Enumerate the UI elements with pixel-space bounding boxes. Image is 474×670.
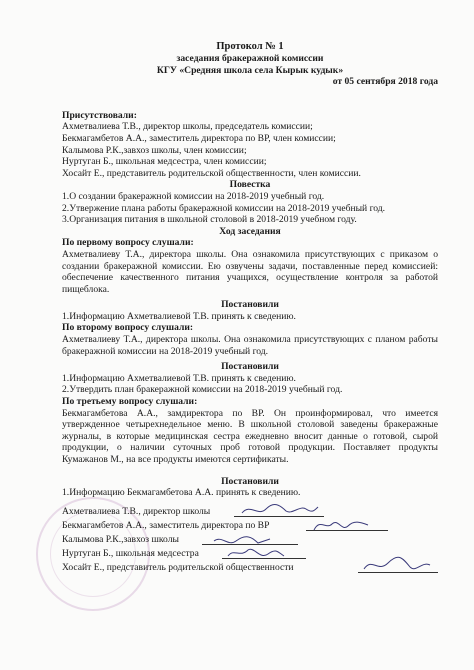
present-member: Хосайт Е., представитель родительской общественности, член комиссии. — [62, 167, 361, 179]
question-3-text: Бекмагамбетова А.А., замдиректора по ВР. Он проинформировал, что имеется утвержденное четырехнедельное меню. В школьной столовой заведены бракеражные журналы, в которые медицинская сестра ежедневно вносит данные о готовой, сырой продукции, о наличии суточных проб готовой продукции. Поставляет продукты Кумажанов М., на все продукты имеются сертификаты. — [62, 407, 438, 465]
decision-1-heading: Постановили — [221, 299, 279, 311]
agenda-item: 2.Утвержение плана работы бракеражной комиссии на 2018-2019 учебный год. — [62, 202, 386, 214]
meeting-heading: Ход заседания — [219, 225, 281, 237]
handwritten-signature — [226, 544, 286, 562]
decision-2-item: 2.Утвердить план бракеражной комиссии на 2018-2019 учебный год. — [62, 384, 343, 396]
question-2-heading: По второму вопросу слушали: — [62, 322, 194, 334]
question-1-heading: По первому вопросу слушали: — [62, 237, 194, 249]
agenda-heading: Повестка — [229, 179, 271, 191]
decision-1-item: 1.Информацию Ахметвалиевой Т.В. принять к сведению. — [62, 310, 296, 322]
decision-3-heading: Постановили — [221, 475, 279, 487]
handwritten-signature — [312, 516, 372, 534]
present-member: Ахметвалиева Т.В., директор школы, председатель комиссии; — [62, 121, 313, 133]
handwritten-signature — [362, 555, 432, 575]
signature-name: Ахметвалиева Т.В., директор школы — [62, 505, 211, 517]
signature-row — [62, 561, 438, 575]
present-heading: Присутствовали: — [62, 109, 137, 121]
decision-2-item: 1.Информацию Ахметвалиевой Т.В. принять к сведению. — [62, 372, 296, 384]
agenda-item: 1.О создании бракеражной комиссии на 2018-2019 учебный год. — [62, 190, 325, 202]
protocol-content — [62, 40, 438, 575]
signature-name: Нуртуган Б., школьная медсестра — [62, 547, 199, 559]
question-3-heading: По третьему вопросу слушали: — [62, 396, 198, 408]
signature-row — [62, 505, 438, 519]
present-member: Нуртуган Б., школьная медсестра, член комиссии; — [62, 156, 267, 168]
present-member: Калымова Р.К.,завхоз школы, член комиссии; — [62, 144, 247, 156]
protocol-date: от 05 сентября 2018 года — [332, 76, 438, 88]
signature-name: Хосайт Е., представитель родительской общественности — [62, 561, 294, 573]
decision-3-item: 1.Информацию Бекмагамбетова А.А. принять к сведению. — [62, 487, 301, 499]
decision-2-heading: Постановили — [221, 361, 279, 373]
signature-name: Бекмагамбетов А.А., заместитель директора по ВР — [62, 519, 270, 531]
question-1-text: Ахметвалиеву Т.А., директора школы. Она ознакомила присутствующих с приказом о создании бракеражной комиссии. Ею озвучены задачи, поставленные перед комиссией: обеспечение качественного питания учащихся, осуществление контроля за работой пищеблока. — [62, 248, 438, 295]
signature-name: Калымова Р.К.,завхоз школы — [62, 533, 179, 545]
protocol-subtitle: заседания бракеражной комиссии — [176, 53, 324, 64]
handwritten-signature — [240, 501, 320, 519]
question-2-text: Ахметвалиеву Т.А., директора школы. Она ознакомила присутствующих с планом работы бракеражной комиссии на 2018-2019 учебный год. — [62, 334, 438, 357]
organization-name: КГУ «Средняя школа села Кырык кудык» — [156, 64, 344, 76]
signature-block — [62, 505, 438, 575]
protocol-title: Протокол № 1 — [216, 41, 284, 52]
agenda-item: 3.Организация питания в школьной столовой в 2018-2019 учебном году. — [62, 214, 357, 226]
present-member: Бекмагамбетов А.А., заместитель директора по ВР, член комиссии; — [62, 132, 336, 144]
